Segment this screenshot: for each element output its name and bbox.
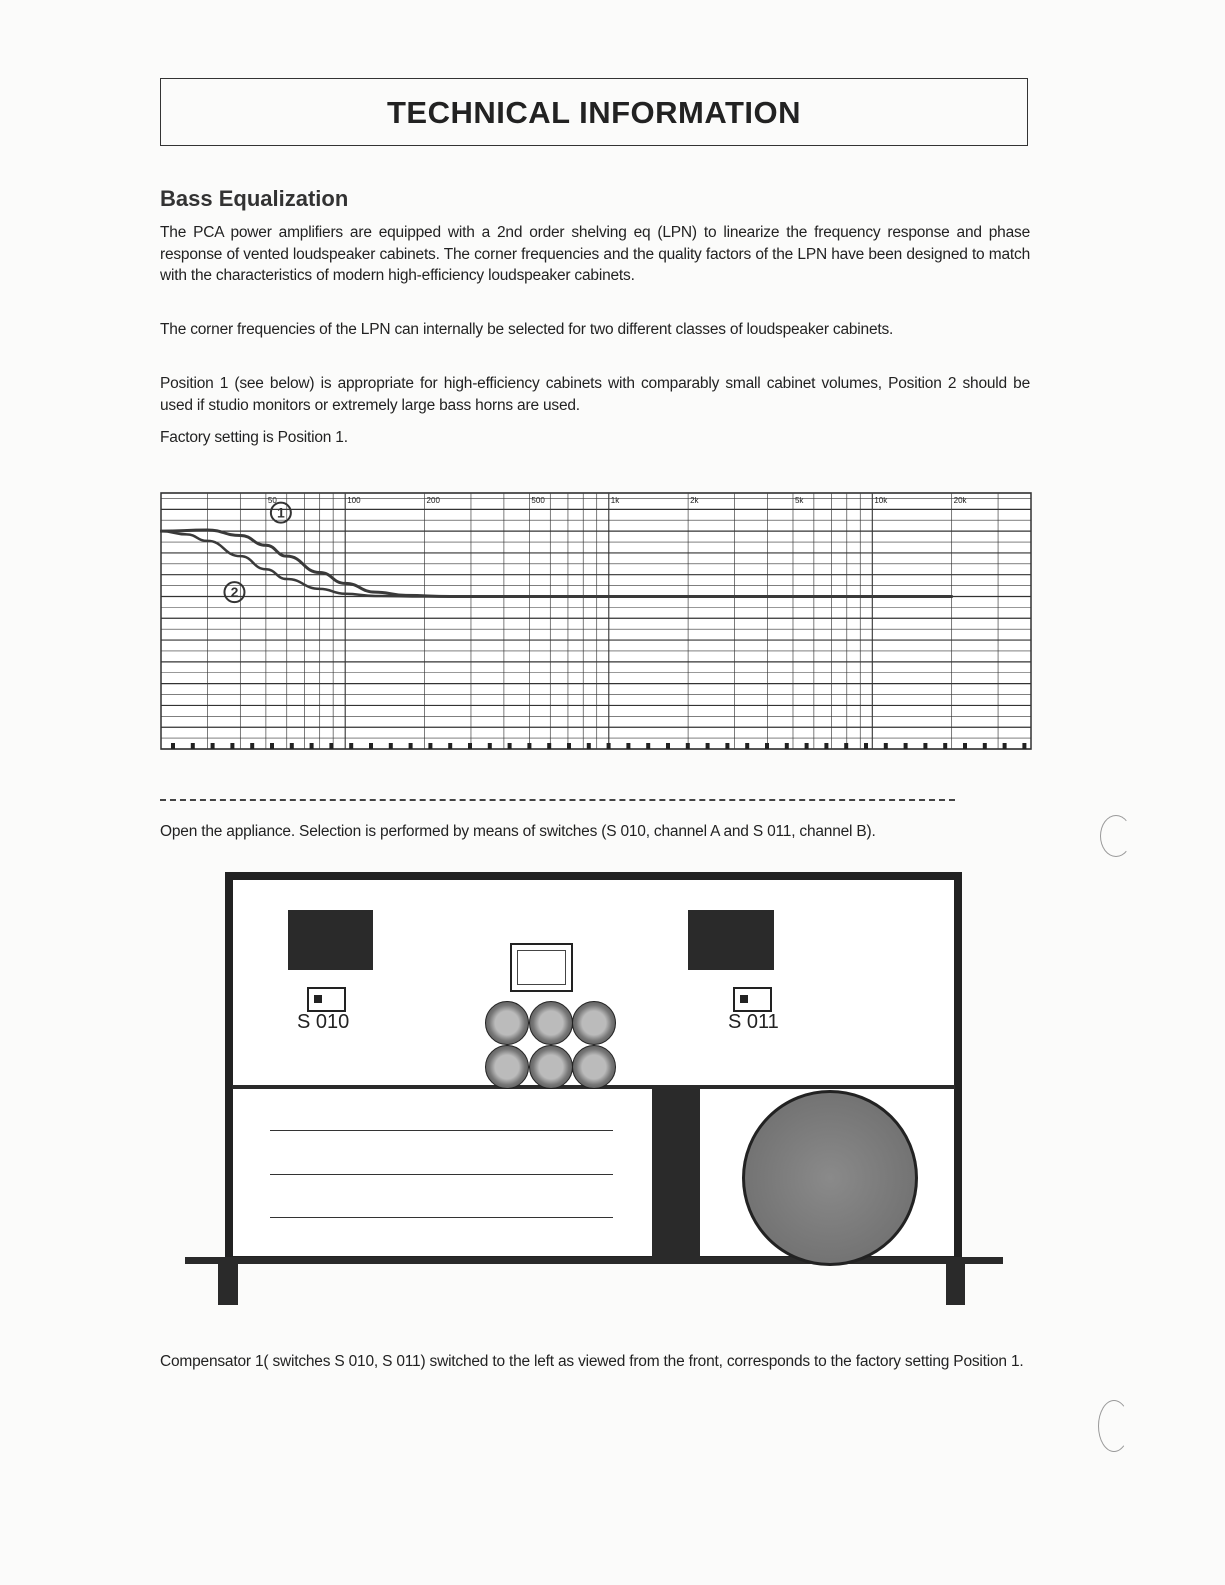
x-tick-label: 5k (794, 496, 804, 505)
section-title: Bass Equalization (160, 186, 349, 211)
tick-mark (290, 743, 294, 749)
tick-mark (686, 743, 690, 749)
tick-mark (765, 743, 769, 749)
capacitor (529, 1045, 573, 1089)
tick-mark (943, 743, 947, 749)
switch-s010 (307, 987, 346, 1012)
x-tick-label: 2k (690, 496, 699, 505)
board-line (270, 1217, 613, 1218)
tick-mark (448, 743, 452, 749)
capacitor (485, 1045, 529, 1089)
switch-s011-label: S 011 (728, 1011, 779, 1033)
tick-mark (349, 743, 353, 749)
tick-mark (666, 743, 670, 749)
x-tick-label: 200 (426, 496, 440, 505)
component-a (288, 910, 373, 970)
binder-hole-mark (1098, 1400, 1130, 1452)
paragraph-corner: The corner frequencies of the LPN can internally be selected for two different classes of loudspeaker cabinets. (160, 321, 894, 338)
page-title: TECHNICAL INFORMATION (386, 95, 802, 130)
tick-mark (587, 743, 591, 749)
switch-s011 (733, 987, 772, 1012)
tick-mark (646, 743, 650, 749)
switch-knob (314, 995, 322, 1003)
tick-mark (725, 743, 729, 749)
x-tick-label: 1k (610, 496, 620, 505)
tick-mark (1022, 743, 1026, 749)
center-component (510, 943, 573, 992)
tick-mark (508, 743, 512, 749)
paragraph-open: Open the appliance. Selection is performed by means of switches (S 010, channel A and S 011, channel B). (160, 823, 876, 840)
x-tick-label: 100 (347, 496, 361, 505)
x-tick-label: 50 (267, 496, 277, 505)
tick-mark (409, 743, 413, 749)
tick-mark (1003, 743, 1007, 749)
tick-mark (864, 743, 868, 749)
tick-mark (805, 743, 809, 749)
switch-knob (740, 995, 748, 1003)
tick-mark (389, 743, 393, 749)
paragraph-factory: Factory setting is Position 1. (160, 429, 348, 446)
tick-mark (310, 743, 314, 749)
tick-mark (211, 743, 215, 749)
x-tick-label: 10k (874, 496, 888, 505)
tick-mark (607, 743, 611, 749)
capacitor (572, 1001, 616, 1045)
transformer-toroid (742, 1090, 918, 1266)
tick-mark (963, 743, 967, 749)
right-foot (946, 1258, 965, 1305)
header-box (160, 78, 1028, 146)
tick-mark (488, 743, 492, 749)
base-rail (185, 1257, 1003, 1264)
capacitor (572, 1045, 616, 1089)
component-b (688, 910, 774, 970)
tick-mark (270, 743, 274, 749)
tick-mark (884, 743, 888, 749)
tick-mark (567, 743, 571, 749)
tick-mark (626, 743, 630, 749)
paragraph-positions: Position 1 (see below) is appropriate for high-efficiency cabinets with comparably small cabinet volumes, Position 2 should be used if studio monitors or extremely large bass horns are used. (160, 375, 1030, 414)
tick-mark (428, 743, 432, 749)
board-line (270, 1130, 613, 1131)
tick-mark (706, 743, 710, 749)
tick-mark (547, 743, 551, 749)
tick-mark (983, 743, 987, 749)
tick-mark (904, 743, 908, 749)
tick-mark (329, 743, 333, 749)
tick-mark (527, 743, 531, 749)
capacitor (529, 1001, 573, 1045)
tick-mark (369, 743, 373, 749)
switch-s010-label: S 010 (297, 1011, 350, 1033)
paragraph-intro: The PCA power amplifiers are equipped with a 2nd order shelving eq (LPN) to linearize the frequency response and phase response of vented loudspeaker cabinets. The corner frequencies and the quality factors of the LPN have been designed to match with the characteristics of modern high-efficiency loudspeaker cabinets. (160, 224, 1030, 284)
x-tick-label: 20k (953, 496, 967, 505)
tick-mark (785, 743, 789, 749)
tick-mark (745, 743, 749, 749)
tick-mark (171, 743, 175, 749)
curve-label-1: 1 (276, 504, 285, 521)
paragraph-compensator: Compensator 1( switches S 010, S 011) switched to the left as viewed from the front, corresponds to the factory setting Position 1. (160, 1353, 1024, 1370)
capacitor (485, 1001, 529, 1045)
tick-mark (250, 743, 254, 749)
tick-mark (230, 743, 234, 749)
curve-label-2: 2 (230, 584, 239, 601)
dashed-divider (160, 799, 955, 801)
tick-mark (824, 743, 828, 749)
tick-mark (468, 743, 472, 749)
tick-mark (844, 743, 848, 749)
board-line (270, 1174, 613, 1175)
left-foot (218, 1258, 238, 1305)
tick-mark (923, 743, 927, 749)
heatsink-bar (652, 1089, 700, 1261)
binder-hole-mark (1100, 815, 1132, 857)
x-tick-label: 500 (531, 496, 545, 505)
tick-mark (191, 743, 195, 749)
frequency-response-chart (160, 492, 1032, 754)
